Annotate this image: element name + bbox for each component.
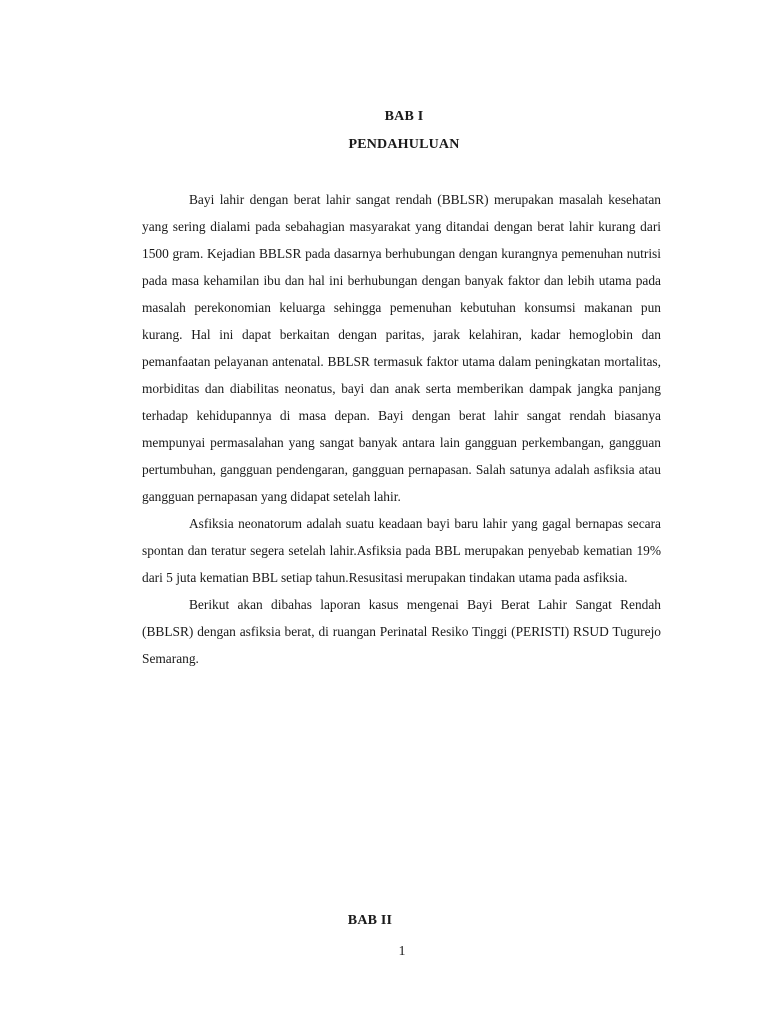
chapter-heading: BAB I — [384, 109, 424, 124]
chapter-title: PENDAHULUAN — [348, 137, 460, 152]
page-number: 1 — [398, 944, 406, 959]
paragraph-2: Asfiksia neonatorum adalah suatu keadaan bayi baru lahir yang gagal bernapas secara spontan dan teratur segera setelah lahir.Asfiksia pada BBL merupakan penyebab kematian 19% dari 5 juta kematian BBL setiap tahun.Resusitasi merupakan tindakan utama pada asfiksia. — [142, 516, 661, 585]
next-chapter-heading: BAB II — [347, 913, 393, 928]
body-text — [142, 186, 661, 672]
paragraph-1: Bayi lahir dengan berat lahir sangat rendah (BBLSR) merupakan masalah kesehatan yang sering dialami pada sebahagian masyarakat yang ditandai dengan berat lahir kurang dari 1500 gram. Kejadian BBLSR pada dasarnya berhubungan dengan kurangnya pemenuhan nutrisi pada masa kehamilan ibu dan hal ini berhubungan dengan banyak faktor dan lebih utama pada masalah perekonomian keluarga sehingga pemenuhan kebutuhan konsumsi makanan pun kurang. Hal ini dapat berkaitan dengan paritas, jarak kelahiran, kadar hemoglobin dan pemanfaatan pelayanan antenatal. BBLSR termasuk faktor utama dalam peningkatan mortalitas, morbiditas dan diabilitas neonatus, bayi dan anak serta memberikan dampak jangka panjang terhadap kehidupannya di masa depan. Bayi dengan berat lahir sangat rendah biasanya mempunyai permasalahan yang sangat banyak antara lain gangguan perkembangan, gangguan pertumbuhan, gangguan pendengaran, gangguan pernapasan. Salah satunya adalah asfiksia atau gangguan pernapasan yang didapat setelah lahir. — [142, 192, 661, 504]
paragraph-3: Berikut akan dibahas laporan kasus mengenai Bayi Berat Lahir Sangat Rendah (BBLSR) dengan asfiksia berat, di ruangan Perinatal Resiko Tinggi (PERISTI) RSUD Tugurejo Semarang. — [142, 597, 661, 666]
